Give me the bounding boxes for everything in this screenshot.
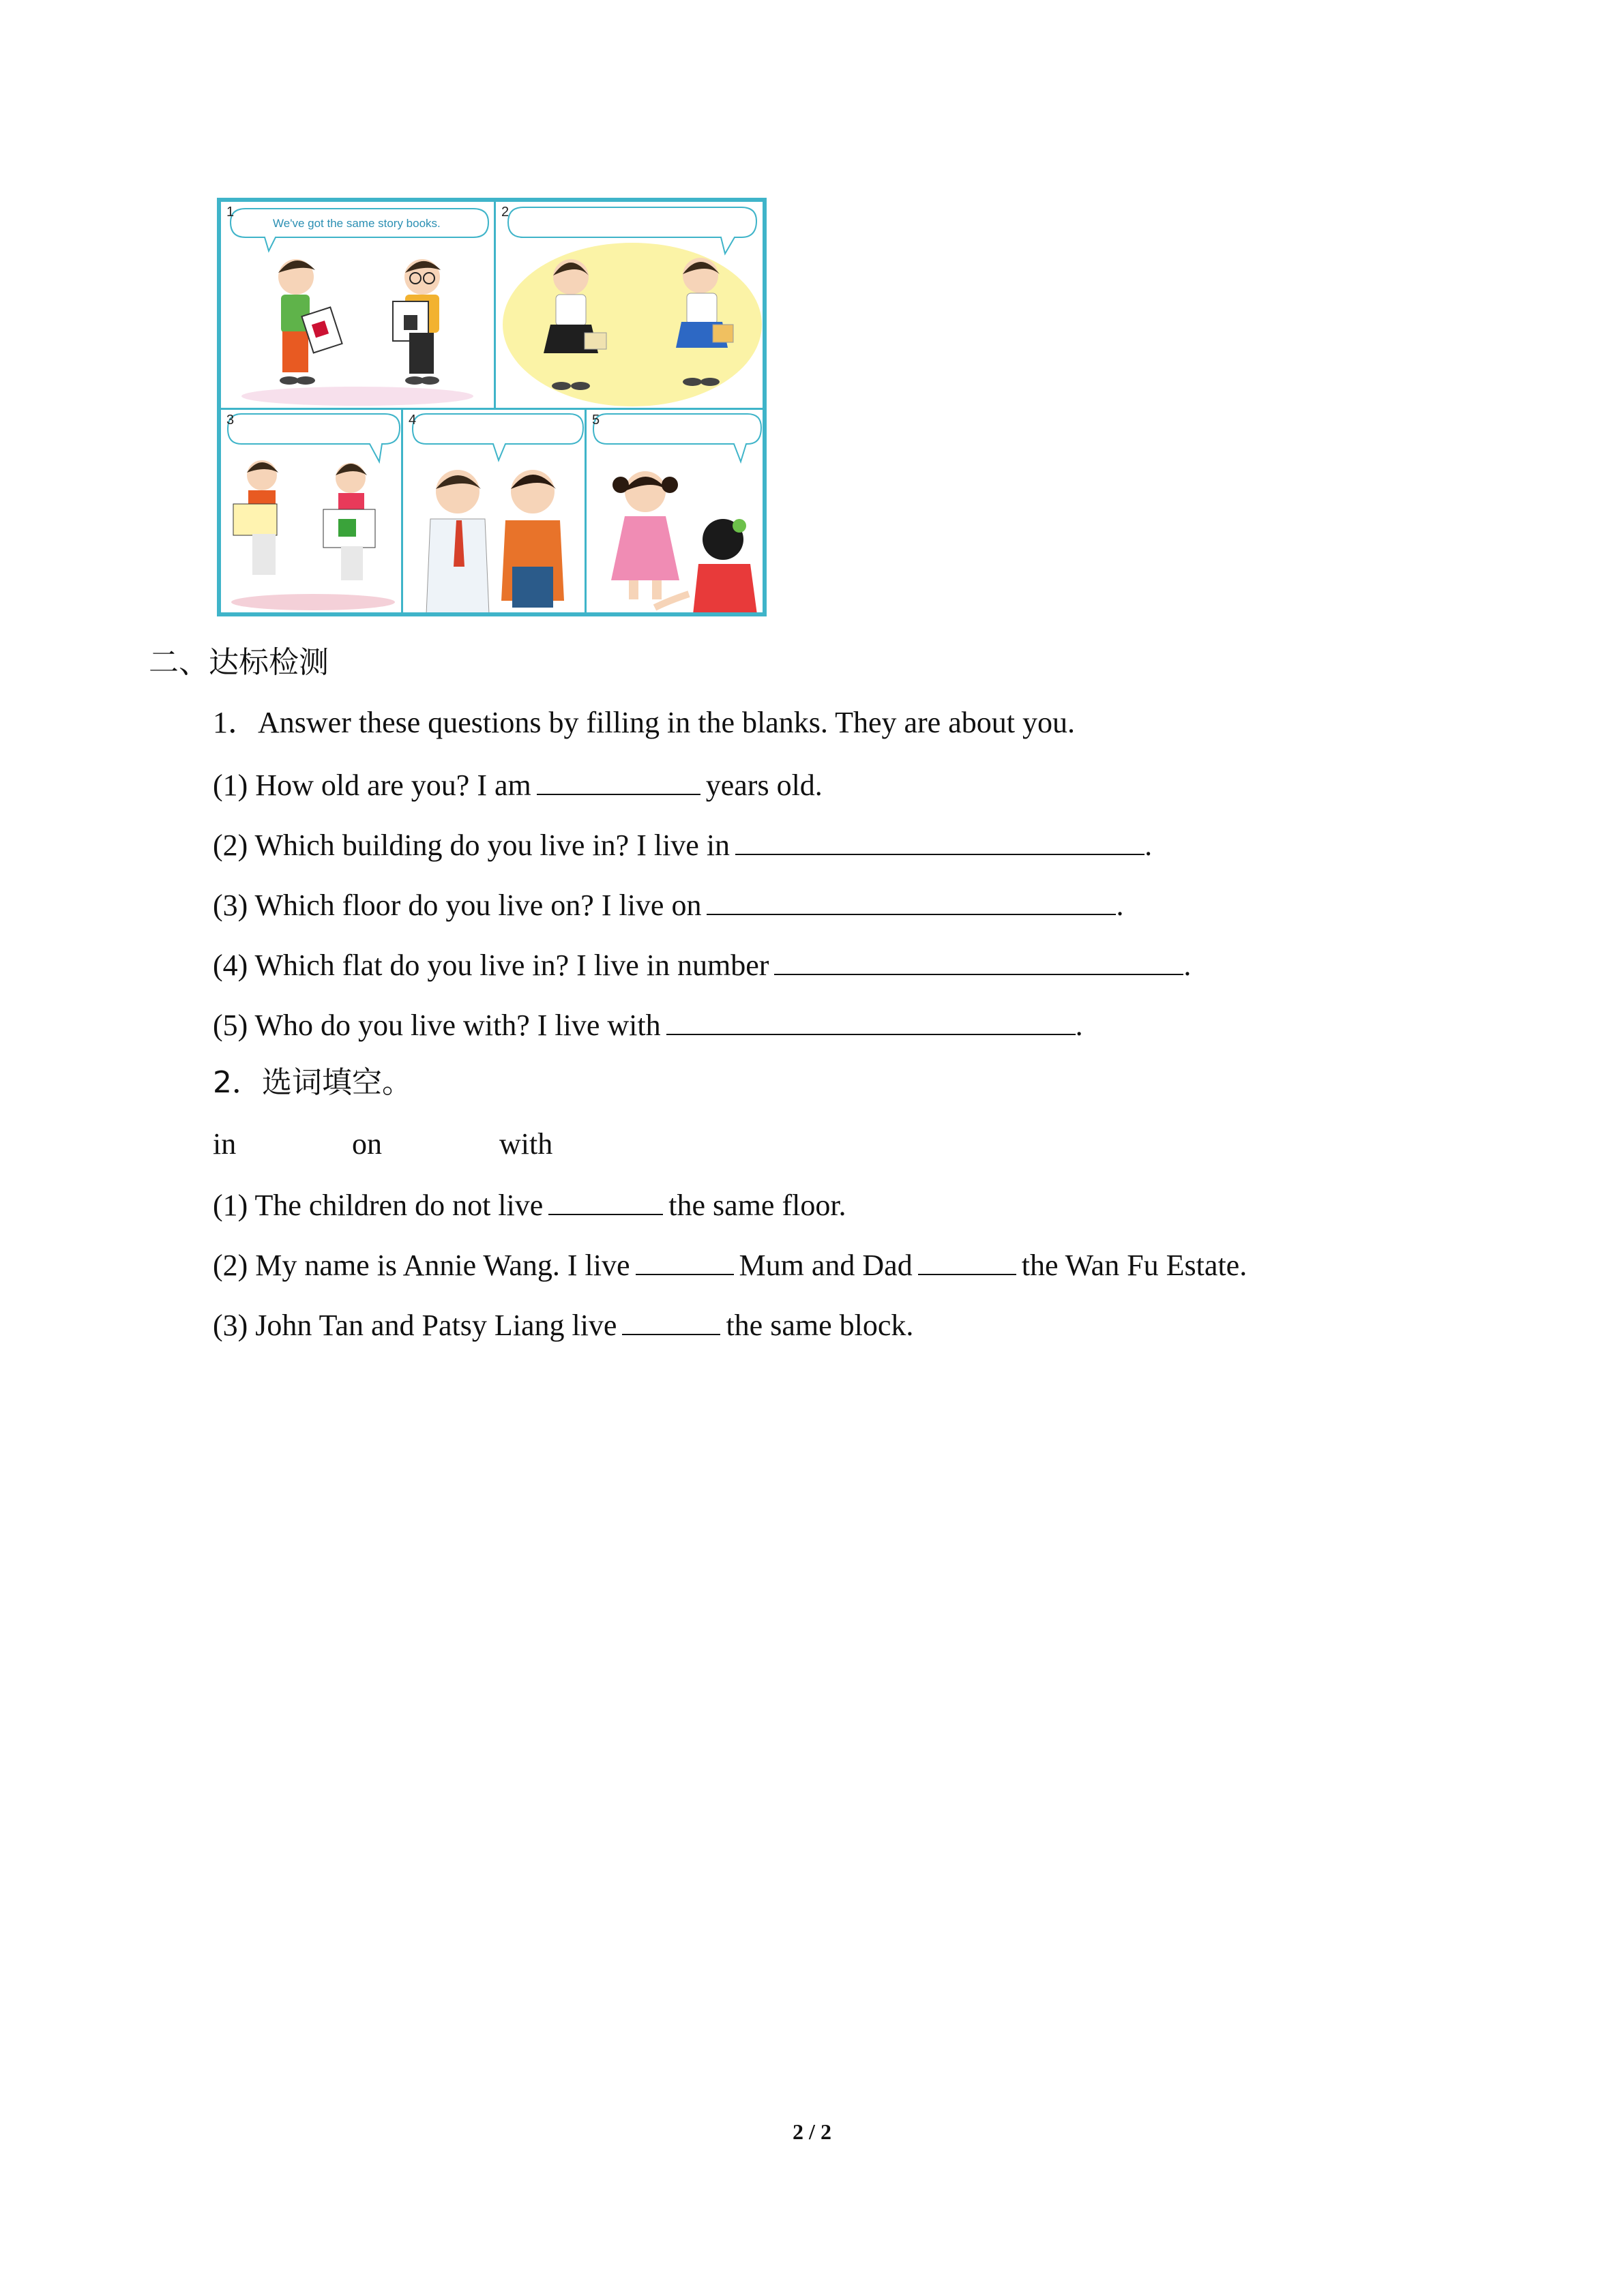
q1-item-3 bbox=[213, 889, 1123, 921]
panel-number: 4 bbox=[409, 413, 417, 428]
question-1-title: 1．Answer these questions by filling in the blanks. They are about you. bbox=[213, 706, 1075, 739]
q2-item-1-text: (1) The children do not live bbox=[213, 1189, 544, 1222]
panel-number: 5 bbox=[592, 413, 600, 428]
q2-item-2-middle: Mum and Dad bbox=[739, 1249, 913, 1282]
panel-5-illustration bbox=[587, 410, 765, 614]
panel-number: 1 bbox=[226, 205, 235, 220]
q2-item-3-text: (3) John Tan and Patsy Liang live bbox=[213, 1309, 617, 1342]
answer-blank[interactable] bbox=[707, 889, 1116, 915]
q2-item-1-tail: the same floor. bbox=[668, 1189, 846, 1222]
answer-blank[interactable] bbox=[666, 1009, 1076, 1035]
answer-blank[interactable] bbox=[548, 1189, 663, 1215]
question-2-title: 2．选词填空。 bbox=[213, 1065, 412, 1100]
q1-item-5 bbox=[213, 1009, 1083, 1041]
q1-item-1 bbox=[213, 769, 823, 801]
q2-item-1 bbox=[213, 1189, 846, 1221]
q1-item-3-text: (3) Which floor do you live on? I live on bbox=[213, 889, 702, 922]
comic-strip bbox=[217, 198, 767, 616]
speech-bubble-text: We've got the same story books. bbox=[273, 217, 441, 230]
panel-3-illustration bbox=[221, 410, 403, 614]
comic-panel-1 bbox=[219, 200, 496, 410]
q1-item-5-tail: . bbox=[1075, 1009, 1083, 1042]
q1-item-2-tail: . bbox=[1145, 829, 1153, 862]
q2-item-3 bbox=[213, 1309, 913, 1341]
page-number: 2 / 2 bbox=[793, 2119, 831, 2144]
q1-item-1-tail: years old. bbox=[705, 769, 823, 802]
answer-blank[interactable] bbox=[918, 1249, 1016, 1275]
q1-item-1-text: (1) How old are you? I am bbox=[213, 769, 531, 802]
q1-item-3-tail: . bbox=[1116, 889, 1124, 922]
q1-item-4 bbox=[213, 949, 1191, 981]
word-bank-item: on bbox=[352, 1127, 382, 1161]
answer-blank[interactable] bbox=[636, 1249, 734, 1275]
q2-item-2-text: (2) My name is Annie Wang. I live bbox=[213, 1249, 630, 1282]
section-heading: 二、达标检测 bbox=[149, 645, 329, 680]
comic-panel-2 bbox=[494, 200, 765, 410]
panel-4-illustration bbox=[403, 410, 587, 614]
comic-panel-4 bbox=[401, 408, 587, 614]
q2-item-2-tail: the Wan Fu Estate. bbox=[1021, 1249, 1247, 1282]
word-bank-item: in bbox=[213, 1127, 237, 1161]
q1-item-2 bbox=[213, 829, 1152, 861]
comic-panel-3 bbox=[219, 408, 403, 614]
speech-bubble bbox=[228, 414, 400, 462]
q2-item-2 bbox=[213, 1249, 1247, 1281]
q1-item-4-tail: . bbox=[1183, 949, 1192, 982]
panel-1-illustration bbox=[221, 202, 496, 410]
answer-blank[interactable] bbox=[537, 769, 700, 795]
panel-number: 2 bbox=[501, 205, 510, 220]
comic-panel-5 bbox=[585, 408, 765, 614]
q2-item-3-tail: the same block. bbox=[726, 1309, 914, 1342]
speech-bubble bbox=[593, 414, 761, 462]
panel-number: 3 bbox=[226, 413, 235, 428]
word-bank-item: with bbox=[499, 1127, 553, 1161]
word-bank bbox=[213, 1129, 552, 1159]
q1-item-2-text: (2) Which building do you live in? I live in bbox=[213, 829, 730, 862]
answer-blank[interactable] bbox=[622, 1309, 720, 1335]
q1-item-5-text: (5) Who do you live with? I live with bbox=[213, 1009, 661, 1042]
answer-blank[interactable] bbox=[735, 829, 1145, 855]
answer-blank[interactable] bbox=[774, 949, 1183, 975]
panel-2-illustration bbox=[496, 202, 765, 410]
speech-bubble bbox=[413, 414, 583, 460]
q1-item-4-text: (4) Which flat do you live in? I live in number bbox=[213, 949, 769, 982]
